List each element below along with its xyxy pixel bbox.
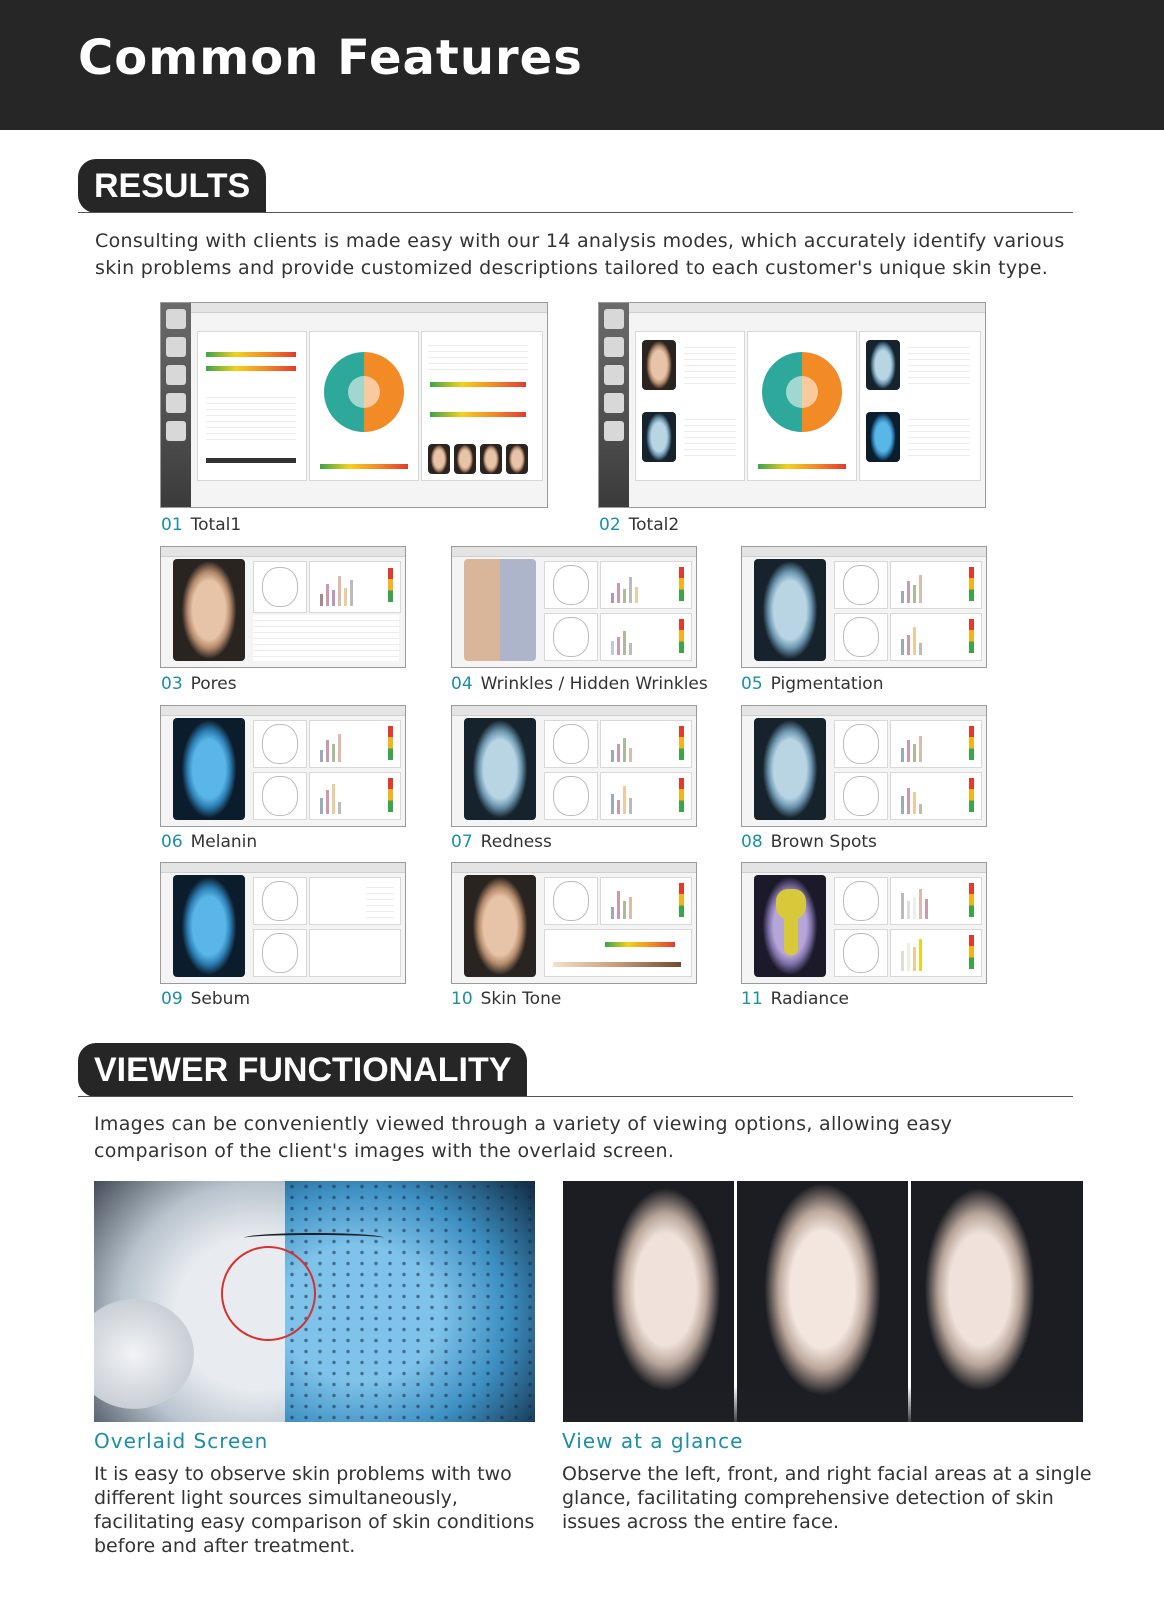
melanin-screenshot (160, 705, 406, 827)
results-divider (78, 212, 1073, 213)
mode-caption-pigmentation: 05 Pigmentation (741, 674, 884, 694)
mode-caption-total2: 02 Total2 (599, 515, 680, 535)
page-title: Common Features (78, 30, 583, 86)
mode-caption-radiance: 11 Radiance (741, 989, 850, 1009)
skin-tone-screenshot (451, 862, 697, 984)
app-toolbar (629, 303, 985, 313)
mode-caption-sebum: 09 Sebum (161, 989, 251, 1009)
mode-caption-wrinkles: 04 Wrinkles / Hidden Wrinkles (451, 674, 708, 694)
scores-panel (197, 331, 307, 481)
overlay-circle (221, 1246, 316, 1341)
view-at-a-glance-image (563, 1181, 1083, 1422)
face-photo (173, 559, 245, 661)
viewer-heading: VIEWER FUNCTIONALITY (78, 1043, 527, 1097)
view-at-a-glance-title: View at a glance (562, 1429, 744, 1453)
total2-screenshot (598, 302, 986, 508)
face-photo (754, 875, 826, 977)
overlaid-screen-title: Overlaid Screen (94, 1429, 269, 1453)
face-photo (464, 559, 536, 661)
results-heading: RESULTS (78, 159, 266, 213)
skin-wheel-chart (324, 352, 404, 432)
face-photo (754, 559, 826, 661)
mode-caption-total1: 01 Total1 (161, 515, 242, 535)
app-sidebar (599, 303, 629, 507)
sebum-screenshot (160, 862, 406, 984)
mode-caption-redness: 07 Redness (451, 832, 552, 852)
wrinkles-screenshot (451, 546, 697, 668)
radiance-screenshot (741, 862, 987, 984)
total1-screenshot (160, 302, 548, 508)
overlaid-screen-text: It is easy to observe skin problems with two different light sources simultaneously, facilitating easy comparison of skin conditions before and after treatment. (94, 1463, 535, 1557)
pores-screenshot (160, 546, 406, 668)
results-description: Consulting with clients is made easy with our 14 analysis modes, which accurately identify various skin problems and provide customized descriptions tailored to each customer's unique skin type. (95, 230, 1065, 279)
face-photo (754, 718, 826, 820)
brown-spots-screenshot (741, 705, 987, 827)
details-panel (421, 331, 543, 481)
pigmentation-screenshot (741, 546, 987, 668)
header-bar (0, 0, 1164, 130)
mode-caption-brown-spots: 08 Brown Spots (741, 832, 877, 852)
chart-panel (309, 331, 419, 481)
app-toolbar (191, 303, 547, 313)
mode-caption-skin-tone: 10 Skin Tone (451, 989, 562, 1009)
face-photo (173, 718, 245, 820)
overlaid-screen-image (94, 1181, 535, 1422)
mode-caption-melanin: 06 Melanin (161, 832, 258, 852)
redness-screenshot (451, 705, 697, 827)
skin-wheel-chart (762, 352, 842, 432)
viewer-divider (78, 1096, 1073, 1097)
face-photo (173, 875, 245, 977)
face-photo (464, 718, 536, 820)
mode-caption-pores: 03 Pores (161, 674, 237, 694)
app-sidebar (161, 303, 191, 507)
viewer-description: Images can be conveniently viewed through a variety of viewing options, allowing easy comparison of the client's images with the overlaid screen. (94, 1113, 953, 1162)
face-photo (464, 875, 536, 977)
view-at-a-glance-text: Observe the left, front, and right facial areas at a single glance, facilitating comprehensive detection of skin issues across the entire face. (562, 1463, 1092, 1533)
